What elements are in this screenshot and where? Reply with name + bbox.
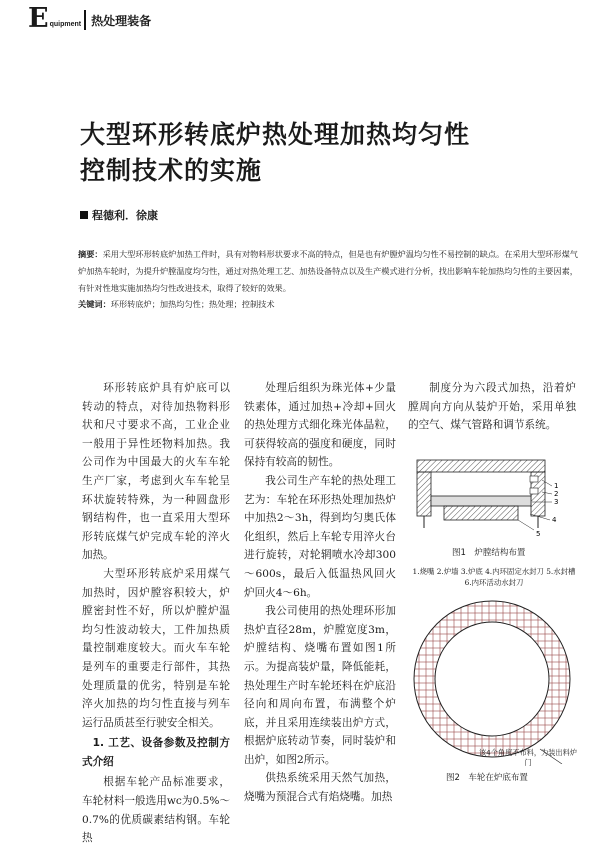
figure-2-caption: 图2 车轮在炉底布置	[446, 773, 528, 783]
abstract	[78, 246, 578, 297]
body-column-3	[408, 379, 576, 435]
paragraph: 环形转底炉具有炉底可以转动的特点，对待加热物料形状和尺寸要求不高，工业企业一般用于异性坯物料加热。我公司作为中国最大的火车车轮生产厂家，考虑到火车车轮呈环状旋转特殊，为一种圆盘形钢结构件，也一直采用大型环形转底煤气炉完成车轮的淬火加热。	[82, 382, 230, 562]
fig1-label-4: 4	[552, 516, 557, 524]
article-title	[80, 117, 550, 189]
furnace-roof	[417, 460, 545, 472]
running-header	[28, 3, 152, 34]
paragraph: 大型环形转底炉采用煤气加热时，因炉膛容积较大，炉膛密封性不好，所以炉膛炉温均匀性波动较大，工件加热质量控制难度较大。而火车车轮是列车的重要走行部件，其热处理质量的优劣，特别是车轮淬火加热的均匀性直接与列车运行品质甚至行驶安全相关。	[82, 567, 230, 729]
furnace-wall-left	[417, 472, 431, 516]
body-column-1	[82, 379, 230, 848]
keywords-label: 关键词：	[78, 299, 111, 309]
burner-1	[530, 476, 538, 482]
author-bullet-icon	[80, 211, 88, 219]
keywords	[78, 297, 578, 311]
authors	[80, 207, 158, 223]
fig1-label-1: 1	[554, 482, 559, 490]
header-small-text: quipment	[49, 21, 82, 28]
figure-1-legend: 1.烧嘴 2.炉墙 3.炉底 4.内环固定水封刀 5.水封槽 6.内环活动水封刀	[412, 567, 576, 587]
paragraph: 我公司生产车轮的热处理工艺为：车轮在环形热处理加热炉中加热2～3h，得到均匀奥氏体化组织，然后上车轮专用淬火台进行旋转，对轮辋喷水冷却300～600s，最后入低温热风回火炉回火4～6h。	[244, 474, 396, 599]
title-line-2: 控制技术的实施	[80, 156, 263, 185]
paragraph: 制度分为六段式加热，沿着炉膛周向方向从装炉开始，采用单独的空气、煤气管路和调节系统。	[408, 382, 576, 432]
paragraph: 根据车轮产品标准要求，车轮材料一般选用wc为0.5%～0.7%的优质碳素结构钢。车轮热	[82, 776, 230, 845]
figure-2-note: 该4个角度不布料，为装出料炉门	[478, 748, 577, 767]
abstract-text: 采用大型环形转底炉加热工件时，具有对物料形状要求不高的特点，但是也有炉膛炉温均匀性不易控制的缺点。在采用大型环形煤气炉加热车轮时，为提升炉膛温度均匀性，通过对热处理工艺、加热设备特点以及生产模式进行分析，找出影响车轮加热均匀性的主要因素，有针对性地实施加热均匀性改进技术，取得了较好的效果。	[78, 249, 578, 293]
section-heading: 1. 工艺、设备参数及控制方式介绍	[82, 737, 230, 768]
wheel-layout-figure	[412, 599, 577, 764]
abstract-label: 摘要：	[78, 249, 103, 259]
header-big-letter: E	[28, 3, 49, 34]
fig1-label-5: 5	[536, 530, 541, 538]
body-column-2	[244, 379, 396, 807]
paragraph: 我公司使用的热处理环形加热炉直径28m，炉膛宽度3m，炉膛结构、烧嘴布置如图1所示。为提高装炉量，降低能耗，热处理生产时车轮坯料在炉底沿径向和周向布置，布满整个炉底，并且采用连续装出炉方式，根据炉底转动节奏，同时装炉和出炉，如图2所示。	[244, 605, 396, 766]
paragraph: 供热系统采用天然气加热，烧嘴为预混合式有焰烧嘴。加热	[244, 772, 396, 804]
furnace-cross-section-figure	[412, 456, 562, 546]
fig1-label-2: 2	[554, 490, 559, 498]
fig1-label-3: 3	[554, 498, 559, 506]
header-section: 热处理装备	[91, 14, 152, 28]
header-divider	[84, 10, 86, 30]
furnace-hearth	[431, 496, 531, 506]
paragraph: 处理后组织为珠光体+少量铁素体，通过加热+冷却+回火的热处理方式细化珠光体晶粒，可获得较高的强度和硬度，同时保持有较高的韧性。	[244, 382, 396, 469]
hearth-base	[444, 506, 518, 520]
figure-1-caption: 图1 炉膛结构布置	[452, 548, 526, 558]
title-line-1: 大型环形转底炉热处理加热均匀性	[80, 120, 471, 149]
keywords-text: 环形转底炉；加热均匀性；热处理；控制技术	[110, 299, 275, 309]
burner-2	[530, 488, 538, 494]
author-names: 程德利．徐康	[92, 209, 158, 222]
